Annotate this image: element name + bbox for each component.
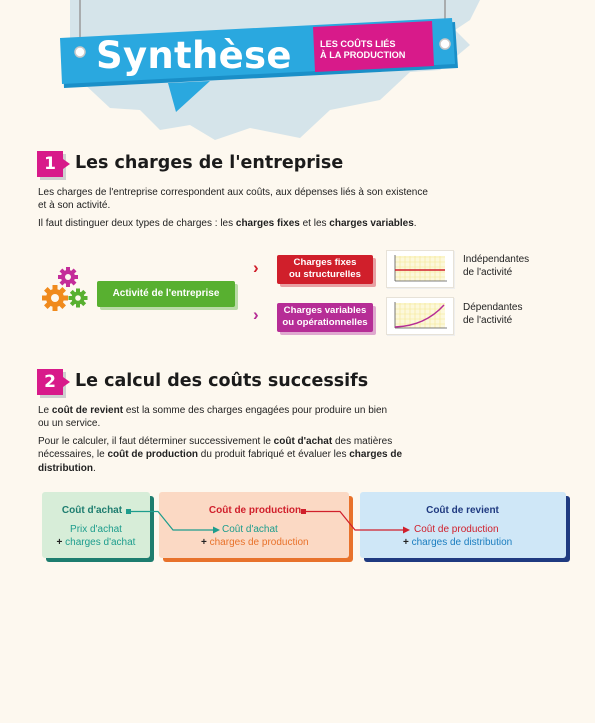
chevron-right-purple-icon: › [253,305,259,324]
section-2-p1-line2: ou un service. [38,418,101,430]
banner-subtitle-line2: À LA PRODUCTION [320,50,406,60]
activity-box: Activité de l'entreprise [97,281,235,307]
section-2-number: 2 [37,369,63,395]
variable-charges-box [277,303,373,332]
section-1-p2-prefix: Il faut distinguer deux types de charges : les [38,217,236,229]
banner-subtitle-line1: LES COÛTS LIÉS [320,39,396,49]
section-1-p2-mid: et les [299,217,330,229]
section-2-p1-suffix: est la somme des charges engagées pour produire un bien [123,405,388,416]
card-1-plus: + [56,537,63,548]
section-2-p2-bold3b: distribution [38,462,93,474]
gear-magenta-icon [58,267,78,287]
card-2-line1: Coût d'achat [222,524,278,535]
gears-icon [42,266,92,314]
section-2-p2-bold3: charges de [349,449,403,461]
card-1-title: Coût d'achat [61,505,123,516]
section-2-p2-bold2: coût de production [107,449,199,461]
section-2-p2-line3 [38,462,458,475]
section-2-p1 [38,404,458,417]
banner-title: Synthèse [96,34,292,77]
fixed-charges-line2: ou structurelles [289,269,361,280]
section-1-number: 1 [37,151,63,177]
banner-graphic [0,0,595,160]
gear-orange-icon [42,285,68,311]
variable-charges-graph [386,297,454,335]
chevron-right-red-icon: › [253,258,259,277]
fixed-note-line1: Indépendantes [463,254,530,265]
fixed-charges-graph [386,250,454,288]
section-1-p2-suffix: . [413,217,417,229]
card-3-line2 [403,537,512,548]
fixed-charges-note [463,253,553,280]
gear-green-icon [69,289,88,308]
section-1-p2-fixed: charges fixes [235,217,300,229]
card-2-plus: + [201,537,207,548]
variable-charges-note [463,301,553,328]
section-1-p2-variable: charges variables [329,217,414,229]
section-1-paragraph [38,186,458,230]
section-1-p2 [38,217,458,230]
card-2-line2 [201,537,309,548]
section-2-p2-line2-prefix: nécessaires, le [38,449,108,461]
section-2-p1-bold: coût de revient [51,405,124,416]
variable-charges-line2: ou opérationnelles [282,317,368,328]
variable-charges-line1: Charges variables [283,305,367,316]
card-1-line2 [48,537,144,548]
fixed-charges-line1: Charges fixes [293,257,357,268]
section-2-p2-line2 [38,448,458,461]
section-2-p2-mid2: du produit fabriqué et évaluer les [198,449,350,461]
banner-subtitle [320,39,430,61]
section-1-p1-line2: et à son activité. [38,200,111,212]
card-3-line1: Coût de production [414,524,499,535]
fixed-note-line2: de l'activité [463,267,513,279]
fixed-charges-box [277,255,373,284]
card-2-line2-text: charges de production [209,537,309,548]
left-eyelet-icon [75,47,85,57]
section-2-p2-mid1: des matières [332,435,393,447]
section-2-p2-prefix: Pour le calculer, il faut déterminer successivement le [38,435,274,447]
card-1-line1: Prix d'achat [70,524,122,535]
section-2-title: Le calcul des coûts successifs [75,371,369,391]
section-2-paragraph [38,404,458,475]
section-2-p2-suffix: . [93,462,96,474]
card-3-plus: + [403,537,409,548]
section-2-p1-prefix: Le [38,405,52,416]
section-2-p2-bold1: coût d'achat [273,435,333,447]
card-2-title: Coût de production [208,505,302,516]
variable-note-line2: de l'activité [463,315,513,327]
section-1-title: Les charges de l'entreprise [75,153,344,173]
right-eyelet-icon [440,39,450,49]
section-1-p1-line1: Les charges de l'entreprise correspondent aux coûts, aux dépenses liés à son existence [38,187,428,198]
card-3-line2-text: charges de distribution [411,537,513,548]
card-3-title: Coût de revient [426,505,499,516]
card-1-line2-text: charges d'achat [65,537,136,548]
variable-note-line1: Dépendantes [463,302,523,313]
section-2-p2 [38,435,458,448]
